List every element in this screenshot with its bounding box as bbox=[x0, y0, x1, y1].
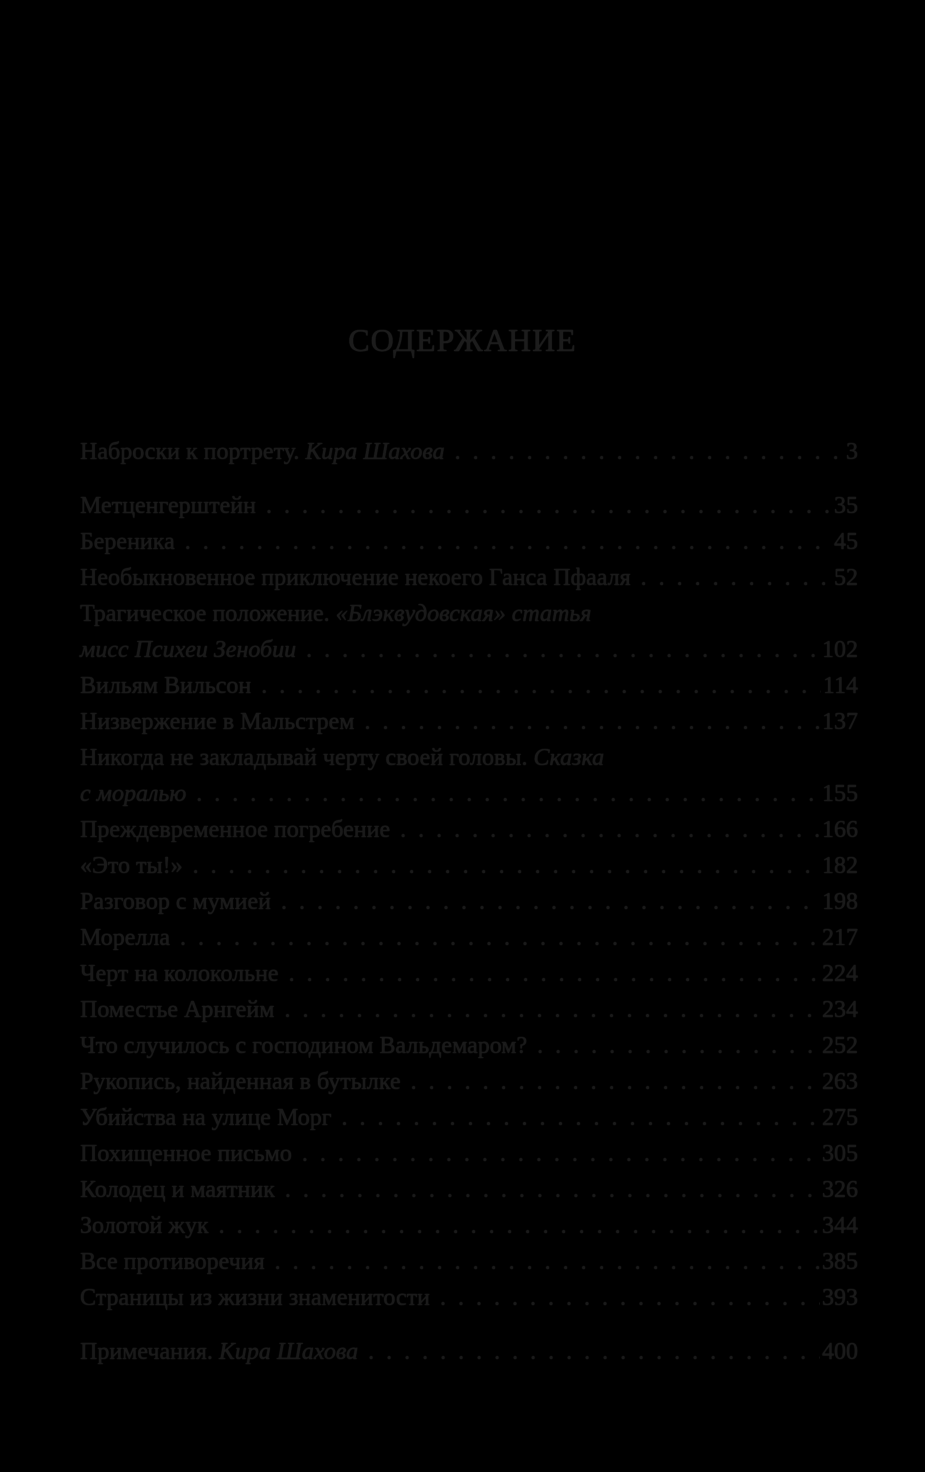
toc-entry-title: Убийства на улице Морг bbox=[80, 1105, 332, 1131]
toc-entry-title: Поместье Арнгейм bbox=[80, 997, 275, 1023]
toc-entry-title: Преждевременное погребение bbox=[80, 817, 391, 843]
leader-dots bbox=[185, 524, 832, 560]
toc-page-number: 275 bbox=[822, 1105, 858, 1131]
leader-dots bbox=[440, 1280, 820, 1316]
toc-entry-title: «Это ты!» bbox=[80, 853, 183, 879]
leader-dots bbox=[219, 1208, 820, 1244]
toc-entry[interactable] bbox=[80, 992, 858, 1028]
toc-page-number: 137 bbox=[822, 709, 858, 735]
toc-entry[interactable] bbox=[80, 524, 858, 560]
toc-page-number: 252 bbox=[822, 1033, 858, 1059]
toc-entry[interactable] bbox=[80, 812, 858, 848]
table-of-contents bbox=[80, 434, 858, 1370]
leader-dots bbox=[285, 1172, 820, 1208]
leader-dots bbox=[368, 1334, 820, 1370]
page-title: СОДЕРЖАНИЕ bbox=[348, 322, 577, 358]
leader-dots bbox=[342, 1100, 820, 1136]
toc-entry[interactable] bbox=[80, 956, 858, 992]
toc-page-number: 385 bbox=[822, 1249, 858, 1275]
leader-dots bbox=[180, 920, 820, 956]
toc-entry-title: Что случилось с господином Вальдемаром? bbox=[80, 1033, 528, 1059]
leader-dots bbox=[266, 488, 832, 524]
toc-entry[interactable] bbox=[80, 884, 858, 920]
toc-page-number: 344 bbox=[822, 1213, 858, 1239]
leader-dots bbox=[193, 848, 820, 884]
toc-page-number: 114 bbox=[822, 673, 858, 699]
toc-page-number: 3 bbox=[846, 439, 858, 465]
toc-entry-title: Золотой жук bbox=[80, 1213, 209, 1239]
leader-dots bbox=[641, 560, 832, 596]
toc-entry[interactable] bbox=[80, 560, 858, 596]
leader-dots bbox=[281, 884, 820, 920]
toc-entry[interactable] bbox=[80, 1064, 858, 1100]
toc-entry-two-line[interactable] bbox=[80, 740, 858, 812]
toc-page-number: 224 bbox=[822, 961, 858, 987]
toc-entry[interactable] bbox=[80, 1244, 858, 1280]
toc-entry-title: Вильям Вильсон bbox=[80, 673, 252, 699]
toc-entry-title: Черт на колокольне bbox=[80, 961, 279, 987]
toc-entry-title: Береника bbox=[80, 529, 175, 555]
toc-entry[interactable] bbox=[80, 1208, 858, 1244]
leader-dots bbox=[537, 1028, 820, 1064]
toc-entry-title: Страницы из жизни знаменитости bbox=[80, 1285, 430, 1311]
toc-entry-title: Все противоречия bbox=[80, 1249, 265, 1275]
toc-entry-notes[interactable] bbox=[80, 1334, 858, 1370]
toc-entry[interactable] bbox=[80, 1028, 858, 1064]
leader-dots bbox=[196, 776, 820, 812]
toc-entry-intro[interactable] bbox=[80, 434, 858, 470]
toc-entry-title: Низвержение в Мальстрем bbox=[80, 709, 355, 735]
toc-page-number: 35 bbox=[834, 493, 858, 519]
toc-page-number: 45 bbox=[834, 529, 858, 555]
toc-entry[interactable] bbox=[80, 1100, 858, 1136]
leader-dots bbox=[261, 668, 821, 704]
leader-dots bbox=[289, 956, 820, 992]
toc-page-number: 400 bbox=[822, 1339, 858, 1365]
toc-entry[interactable] bbox=[80, 1172, 858, 1208]
toc-entry[interactable] bbox=[80, 920, 858, 956]
leader-dots bbox=[455, 434, 844, 470]
toc-entry[interactable] bbox=[80, 668, 858, 704]
toc-entry-title: Рукопись, найденная в бутылке bbox=[80, 1069, 401, 1095]
toc-entry-title: Морелла bbox=[80, 925, 170, 951]
toc-page-number: 166 bbox=[822, 817, 858, 843]
toc-entry[interactable] bbox=[80, 1136, 858, 1172]
leader-dots bbox=[365, 704, 821, 740]
toc-page-number: 326 bbox=[822, 1177, 858, 1203]
toc-entry-title: Примечания. Кира Шахова bbox=[80, 1339, 359, 1365]
leader-dots bbox=[302, 1136, 820, 1172]
leader-dots bbox=[400, 812, 820, 848]
toc-page-number: 234 bbox=[822, 997, 858, 1023]
toc-entry-title: Метценгерштейн bbox=[80, 493, 256, 519]
leader-dots bbox=[275, 1244, 820, 1280]
toc-entry[interactable] bbox=[80, 704, 858, 740]
toc-page-number: 155 bbox=[822, 781, 858, 807]
toc-entry-title-line1: Трагическое положение. «Блэквудовская» статья bbox=[80, 601, 592, 627]
leader-dots bbox=[411, 1064, 820, 1100]
toc-entry-two-line[interactable] bbox=[80, 596, 858, 668]
toc-page-number: 102 bbox=[822, 637, 858, 663]
toc-entry-title: Похищенное письмо bbox=[80, 1141, 292, 1167]
toc-entry-title-line1: Никогда не закладывай черту своей головы. Сказка bbox=[80, 745, 605, 771]
toc-page-number: 52 bbox=[834, 565, 858, 591]
toc-page-number: 263 bbox=[822, 1069, 858, 1095]
toc-entry-title: Необыкновенное приключение некоего Ганса Пфааля bbox=[80, 565, 631, 591]
toc-entry-title: Разговор с мумией bbox=[80, 889, 271, 915]
toc-entry-title: Наброски к портрету. Кира Шахова bbox=[80, 439, 445, 465]
toc-entry-title: Колодец и маятник bbox=[80, 1177, 275, 1203]
toc-page-number: 198 bbox=[822, 889, 858, 915]
toc-page-number: 182 bbox=[822, 853, 858, 879]
toc-entry[interactable] bbox=[80, 1280, 858, 1316]
toc-entry[interactable] bbox=[80, 848, 858, 884]
leader-dots bbox=[284, 992, 820, 1028]
toc-page-number: 305 bbox=[822, 1141, 858, 1167]
toc-entry[interactable] bbox=[80, 488, 858, 524]
toc-entry-title-line2: мисс Психеи Зенобии bbox=[80, 637, 297, 663]
leader-dots bbox=[306, 632, 820, 668]
toc-page-number: 393 bbox=[822, 1285, 858, 1311]
toc-entry-title-line2: с моралью bbox=[80, 781, 187, 807]
toc-page-number: 217 bbox=[822, 925, 858, 951]
